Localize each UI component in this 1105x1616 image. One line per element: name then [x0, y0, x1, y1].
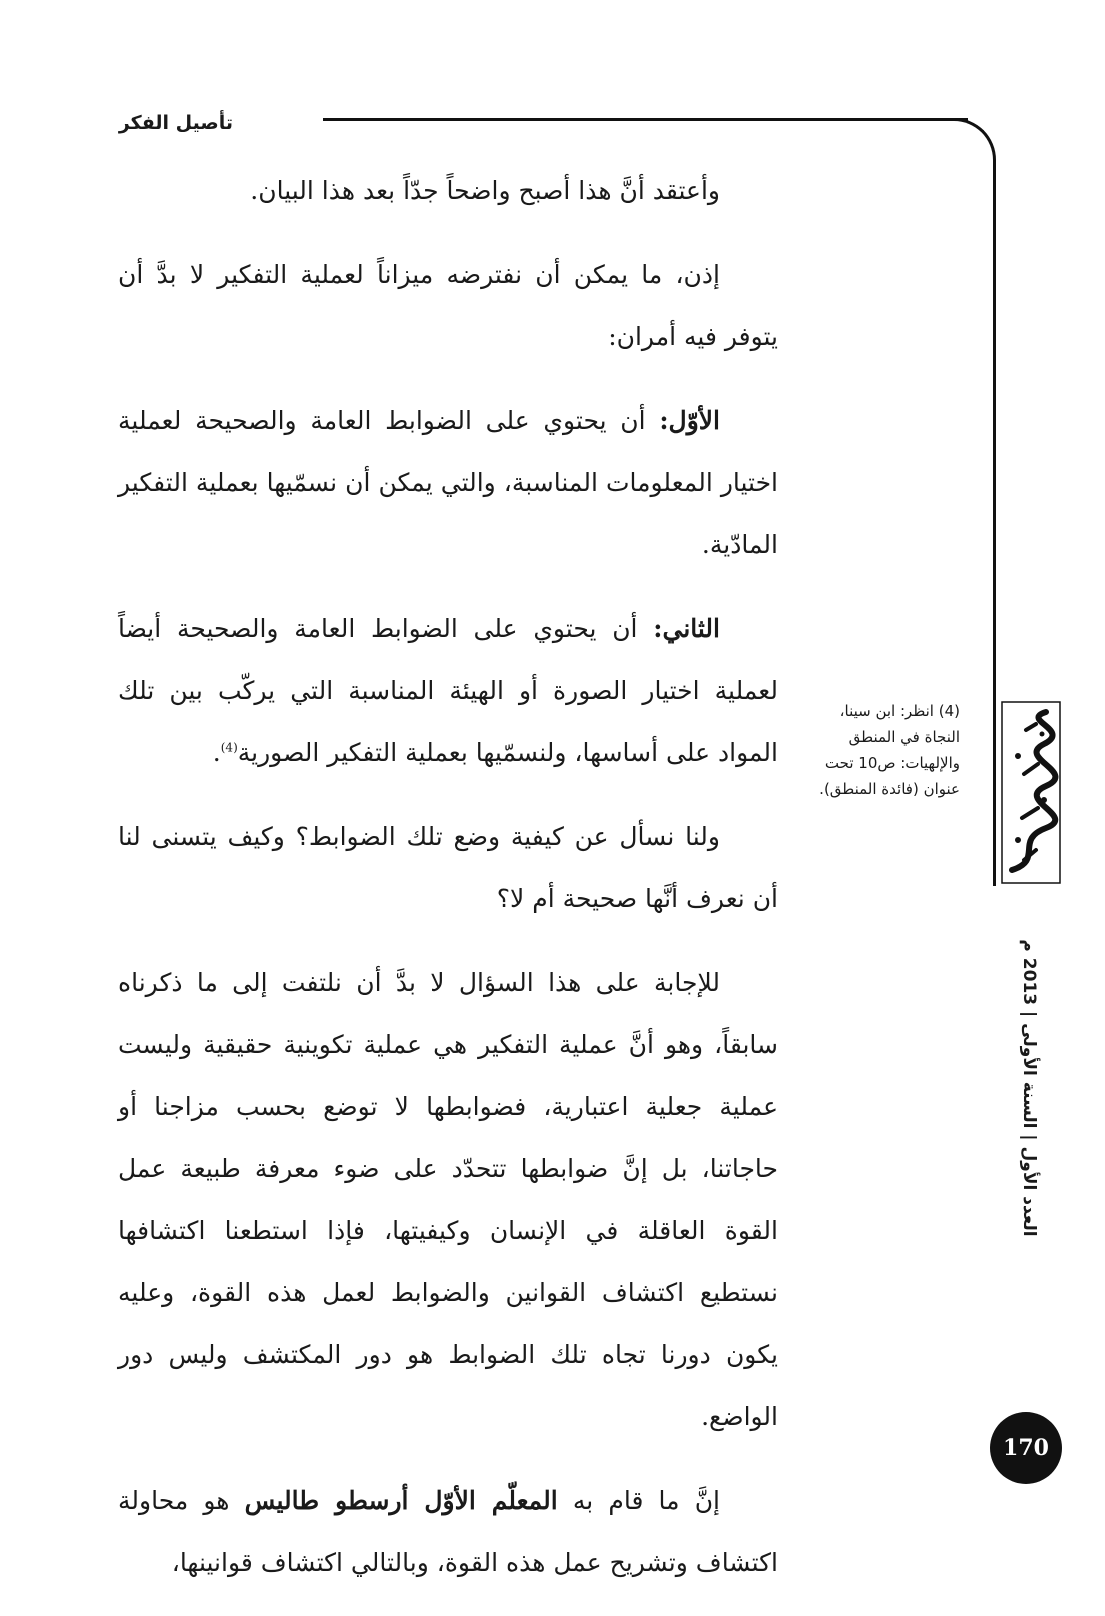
journal-calligraphy-logo-icon: [1000, 700, 1062, 885]
paragraph-4-text: أن يحتوي على الضوابط العامة والصحيحة أيضاً لعملية اختيار الصورة أو الهيئة المناسبة التي يركّب بين تلك المواد على أساسها، ولنسمّيها بعملية التفكير الصورية: [118, 614, 778, 767]
paragraph-7-start: إنَّ ما قام به: [557, 1486, 720, 1515]
paragraph-1: وأعتقد أنَّ هذا أصبح واضحاً جدّاً بعد هذا البيان.: [250, 176, 720, 205]
paragraph-3-lead: الأوّل:: [659, 406, 720, 435]
paragraph-6: للإجابة على هذا السؤال لا بدَّ أن نلتفت إلى ما ذكرناه سابقاً، وهو أنَّ عملية التفكير هي عملية تكوينية حقيقية وليست عملية جعلية اعتبارية، فضوابطها لا توضع بحسب مزاجنا أو حاجاتنا، بل إنَّ ضوابطها تتحدّد على ضوء معرفة طبيعة عمل القوة العاقلة في الإنسان وكيفيتها، فإذا استطعنا اكتشافها نستطيع اكتشاف القوانين والضوابط لعمل هذه القوة، وعليه يكون دورنا تجاه تلك الضوابط هو دور المكتشف وليس دور الواضع.: [118, 968, 778, 1431]
header-rule: [323, 118, 968, 121]
paragraph-7-bold: المعلّم الأوّل أرسطو طاليس: [244, 1486, 558, 1515]
paragraph-2: إذن، ما يمكن أن نفترضه ميزاناً لعملية التفكير لا بدَّ أن يتوفر فيه أمران:: [118, 260, 778, 351]
body-text: [118, 160, 778, 1616]
paragraph-7: [118, 1470, 778, 1594]
paragraph-3: [118, 390, 778, 576]
issue-year-text: العدد الأول | السنة الأولى | 2013 م: [1019, 939, 1039, 1237]
paragraph-4-lead: الثاني:: [653, 614, 720, 643]
page-number: 170: [1003, 1435, 1049, 1461]
header-rule-corner: [950, 118, 996, 188]
margin-vertical-rule: [993, 186, 996, 886]
paragraph-4: [118, 598, 778, 784]
paragraph-4-end: .: [212, 738, 221, 767]
footnote: (4) انظر: ابن سينا، النجاة في المنطق والإلهيات: ص10 تحت عنوان (فائدة المنطق).: [819, 702, 960, 798]
paragraph-5: ولنا نسأل عن كيفية وضع تلك الضوابط؟ وكيف يتسنى لنا أن نعرف أنَّها صحيحة أم لا؟: [118, 822, 778, 913]
page-number-badge: [990, 1412, 1062, 1484]
running-head: تأصيل الفكر: [118, 112, 233, 134]
footnote-reference: (4): [220, 740, 238, 755]
paragraph-3-text: أن يحتوي على الضوابط العامة والصحيحة لعملية اختيار المعلومات المناسبة، والتي يمكن أن نسمّيها بعملية التفكير المادّية.: [118, 406, 778, 559]
issue-year-label: [1004, 928, 1054, 1248]
paragraph-7-end: هو محاولة اكتشاف وتشريح عمل هذه القوة، وبالتالي اكتشاف قوانينها،: [118, 1486, 778, 1577]
